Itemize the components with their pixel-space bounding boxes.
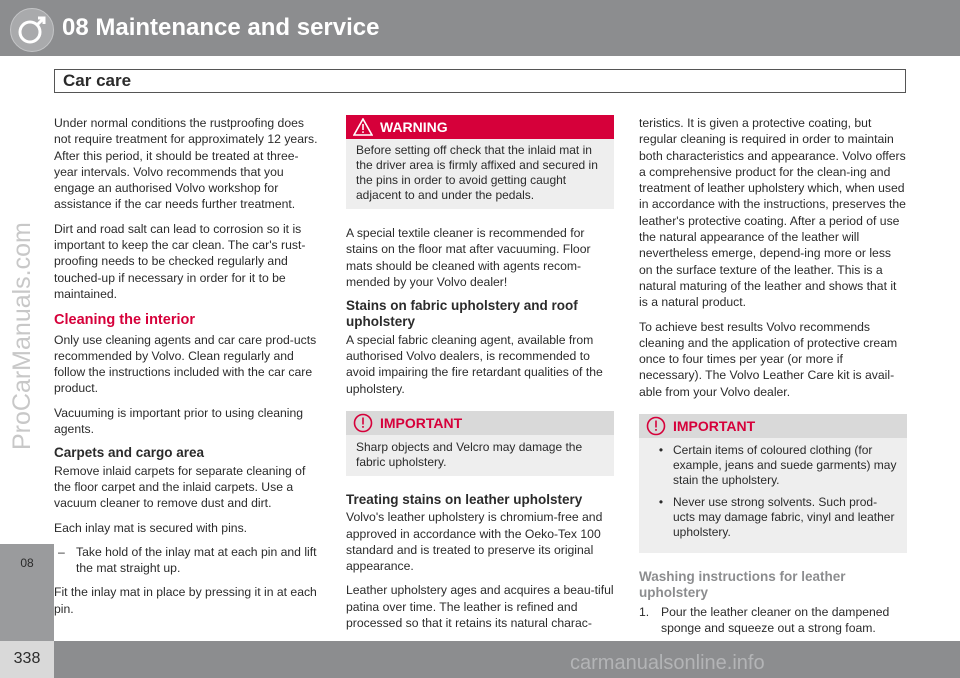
paragraph: Vacuuming is important prior to using cleaning agents. (54, 405, 304, 437)
volvo-logo-icon (10, 8, 54, 52)
warning-triangle-icon (346, 118, 380, 136)
footer-watermark: carmanualsonline.info (570, 652, 765, 674)
paragraph: Under normal conditions the rustproofing does not require treatment for approximately 12 years. After this period, it should be treated at three-year intervals. Volvo recommends that you engage an authorised Volvo workshop for assistance if the car needs further treatment. (54, 116, 318, 212)
important-icon (639, 416, 673, 436)
important-icon (346, 413, 380, 433)
chapter-tab-label: 08 (20, 556, 34, 570)
section-header (54, 69, 906, 93)
paragraph: Remove inlaid carpets for separate cleaning of the floor carpet and the inlaid carpets. Use a vacuum cleaner to remove dust and dirt. (54, 463, 306, 511)
paragraph: A special textile cleaner is recommended for stains on the floor mat after vacuuming. Floor mats should be cleaned with agents recom-mended by your Volvo dealer! (346, 226, 591, 289)
paragraph: Each inlay mat is secured with pins. (54, 520, 248, 535)
important-box (346, 411, 614, 476)
paragraph: Dirt and road salt can lead to corrosion so it is important to keep the car clean. The car's rust-proofing needs to be checked regularly and touched-up if necessary in order for it to be maintained. (54, 221, 306, 301)
paragraph: Volvo's leather upholstery is chromium-free and approved in accordance with the Oeko-Tex 100 standard and is treated to preserve its original appearance. (346, 510, 603, 574)
bullet-marker: • (658, 495, 664, 510)
paragraph: To achieve best results Volvo recommends cleaning and the application of protective cream once to four times per year (or more if necessary). The Volvo Leather Care kit is avail-able from your Volvo dealer. (639, 319, 898, 399)
heading-carpets: Carpets and cargo area (54, 445, 205, 461)
paragraph: Fit the inlay mat in place by pressing it in at each pin. (54, 585, 317, 616)
important-title: IMPORTANT (380, 414, 463, 431)
important-header (346, 411, 614, 435)
paragraph: teristics. It is given a protective coating, but regular cleaning is required in order to maintain both characteristics and appearance. Volvo offers a comprehensive product for the clean-ing and treatment of leather upholstery which, when used in accordance with the instructions, preserves the leather's protective coating. After a period of use the natural appearance of the leather will nevertheless emerge, depend-ing more or less on the surface texture of the leather. This is a natural maturing of the leather and shows that it is a natural product. (639, 116, 906, 310)
list-item (54, 544, 322, 577)
heading-washing-instructions: Washing instructions for leather upholstery (639, 569, 846, 601)
warning-box (346, 115, 614, 209)
chapter-title: 08 Maintenance and service (62, 14, 380, 41)
numbered-step (639, 604, 907, 637)
paragraph: Only use cleaning agents and car care prod-ucts recommended by Volvo. Clean regularly and follow the instructions included with the car care product. (54, 332, 317, 396)
important-box (639, 414, 907, 553)
bullet-marker: • (658, 443, 664, 458)
footer-bar (0, 641, 960, 678)
column-1 (54, 115, 322, 625)
paragraph: A special fabric cleaning agent, available from authorised Volvo dealers, is recommended to avoid impairing the fire retardant qualities of the upholstery. (346, 332, 603, 396)
step-number: 1. (639, 604, 650, 619)
important-text: Sharp objects and Velcro may damage the fabric upholstery. (356, 439, 583, 469)
side-watermark: ProCarManuals.com (8, 222, 36, 450)
list-item-text: Take hold of the inlay mat at each pin and lift the mat straight up. (76, 544, 317, 576)
page-number: 338 (13, 650, 41, 667)
section-title: Car care (63, 71, 132, 90)
warning-text: Before setting off check that the inlaid mat in the driver area is firmly affixed and secured in the pins in order to avoid getting caught adjacent to and under the pedals. (356, 143, 598, 202)
bullet-text: Never use strong solvents. Such prod-ucts may damage fabric, vinyl and leather upholstery. (673, 495, 895, 540)
bullet-item (649, 443, 897, 488)
paragraph: Leather upholstery ages and acquires a beau-tiful patina over time. The leather is refined and processed so that it retains its natural charac- (346, 583, 614, 631)
warning-title: WARNING (380, 118, 448, 135)
column-3 (639, 115, 907, 636)
important-header (639, 414, 907, 438)
heading-leather-stains: Treating stains on leather upholstery (346, 491, 583, 507)
important-body (639, 438, 907, 553)
important-title: IMPORTANT (673, 417, 756, 434)
heading-cleaning-interior: Cleaning the interior (54, 312, 195, 329)
warning-header (346, 115, 614, 139)
bullet-item (649, 495, 897, 540)
step-text: Pour the leather cleaner on the dampened sponge and squeeze out a strong foam. (661, 604, 890, 635)
column-2 (346, 115, 614, 639)
heading-fabric-stains: Stains on fabric upholstery and roof upholstery (346, 298, 578, 330)
dash-marker: – (58, 544, 65, 559)
bullet-text: Certain items of coloured clothing (for example, jeans and suede garments) may stain the upholstery. (673, 443, 897, 488)
